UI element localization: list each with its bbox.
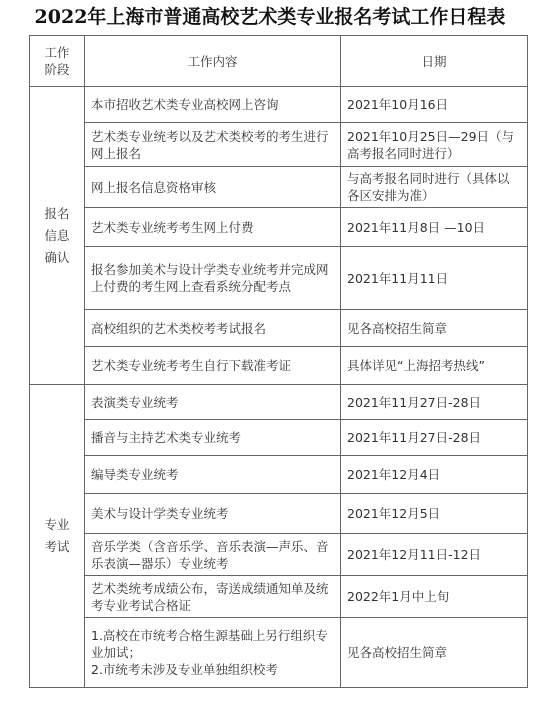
- table-header-row: [30, 36, 528, 87]
- table-row: [30, 167, 528, 208]
- task-cell: 音乐学类（含音乐学、音乐表演—声乐、音乐表演—器乐）专业统考: [85, 534, 341, 576]
- task-cell: 报名参加美术与设计学类专业统考并完成网上付费的考生网上查看系统分配考点: [85, 247, 341, 310]
- table-row: [30, 576, 528, 618]
- task-cell: 艺术类专业统考以及艺术类校考的考生进行网上报名: [85, 123, 341, 167]
- task-cell: 艺术类专业统考考生自行下载准考证: [85, 347, 341, 385]
- table-row: [30, 534, 528, 576]
- table-row: [30, 385, 528, 420]
- date-cell: 与高考报名同时进行（具体以各区安排为准）: [341, 167, 528, 208]
- date-cell: 见各高校招生简章: [341, 618, 528, 688]
- table-row: [30, 123, 528, 167]
- date-cell: 2021年10月16日: [341, 87, 528, 123]
- table-row: [30, 420, 528, 456]
- stage-cell-exam: 专业考试: [30, 385, 85, 688]
- date-cell: 2021年11月27日-28日: [341, 385, 528, 420]
- header-date: 日期: [341, 36, 528, 87]
- table-row: [30, 208, 528, 247]
- table-row: [30, 347, 528, 385]
- date-cell: 2021年12月4日: [341, 456, 528, 494]
- task-cell: 编导类专业统考: [85, 456, 341, 494]
- task-cell: 播音与主持艺术类专业统考: [85, 420, 341, 456]
- schedule-table: [29, 35, 528, 688]
- date-cell: 2021年12月5日: [341, 494, 528, 534]
- date-cell: 2021年12月11日-12日: [341, 534, 528, 576]
- task-cell: 美术与设计学类专业统考: [85, 494, 341, 534]
- date-cell: 2021年11月27日-28日: [341, 420, 528, 456]
- stage-cell-registration: 报名信息确认: [30, 87, 85, 385]
- table-row: [30, 247, 528, 310]
- task-cell: 艺术类专业统考考生网上付费: [85, 208, 341, 247]
- date-cell: 见各高校招生简章: [341, 310, 528, 347]
- header-content: 工作内容: [85, 36, 341, 87]
- date-cell: 具体详见“上海招考热线”: [341, 347, 528, 385]
- task-cell: 艺术类统考成绩公布，寄送成绩通知单及统考专业考试合格证: [85, 576, 341, 618]
- table-row: [30, 310, 528, 347]
- table-row: [30, 87, 528, 123]
- date-cell: 2022年1月中上旬: [341, 576, 528, 618]
- table-row: [30, 618, 528, 688]
- table-row: [30, 494, 528, 534]
- task-cell: 表演类专业统考: [85, 385, 341, 420]
- task-cell: 本市招收艺术类专业高校网上咨询: [85, 87, 341, 123]
- task-cell: 网上报名信息资格审核: [85, 167, 341, 208]
- task-cell: 1.高校在市统考合格生源基础上另行组织专业加试； 2.市统考未涉及专业单独组织校考: [85, 618, 341, 688]
- page-title: 2022年上海市普通高校艺术类专业报名考试工作日程表: [34, 6, 506, 28]
- table-row: [30, 456, 528, 494]
- date-cell: 2021年10月25日—29日（与高考报名同时进行）: [341, 123, 528, 167]
- date-cell: 2021年11月8日 —10日: [341, 208, 528, 247]
- task-cell: 高校组织的艺术类校考考试报名: [85, 310, 341, 347]
- header-stage: 工作阶段: [30, 36, 85, 87]
- date-cell: 2021年11月11日: [341, 247, 528, 310]
